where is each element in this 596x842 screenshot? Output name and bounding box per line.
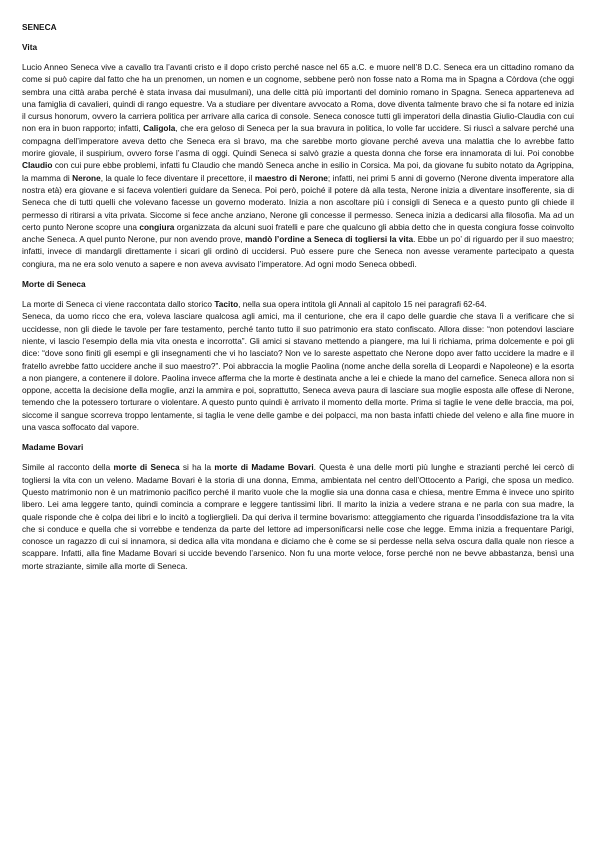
bold-text: Claudio <box>22 160 53 171</box>
bold-text: maestro di Nerone <box>254 172 328 183</box>
text-run: . Ebbe un po’ di riguardo per il suo maestro; infatti, invece di mandargli direttamente i sicari gli ordinò di uccidersi. Può essere pure che Seneca non avesse veramente partecipato a questa congiura, ma ne era solo venuto a sapere e non aveva avvisato l’imperatore. Ad ogni modo Seneca obbedì. <box>22 234 574 269</box>
bold-text: morte di Seneca <box>113 462 180 473</box>
section-heading-vita: Vita <box>22 42 38 52</box>
paragraph <box>22 461 574 572</box>
section-heading-morte-di-seneca: Morte di Seneca <box>22 279 86 290</box>
text-run: , che era geloso di Seneca per la sua bravura in politica, lo volle far uccidere. Si riuscì a salvare perché una compagna dell’imperatore aveva detto che Seneca era sì bravo, ma che sarebbe morto giovane perché aveva una malattia che lo avrebbe fatto morire giovale, il suspirium, ovvero forse l’asma di oggi. Quindi Seneca si salvò grazie a questa donna che forse era innamorata di lui. Poi conobbe <box>22 123 574 159</box>
document-title: SENECA <box>22 22 57 32</box>
text-run: si ha la <box>179 462 215 473</box>
text-run: organizzata da alcuni suoi fratelli e pare che qualcuno gli abbia detto che in questa congiura fosse coinvolto anche Seneca. A quel punto Nerone, pur non avendo prove, <box>22 221 574 245</box>
section-vita <box>22 41 574 270</box>
text-run: ; infatti, nei primi 5 anni di governo (Nerone diventa imperatore alla nostra età) era giovane e si faceva volentieri guidare da Seneca. Poi però, poiché il potere dà alla testa, Nerone inizia a diventare insofferente, sia di Seneca che di tutti quelli che volevano facesse un governo moderato. Inizia a non ascoltare più i consigli di Seneca e a questo punto gli chiede il permesso di ritirarsi a vita privata. Siccome si fece anche anziano, Nerone gli concesse il permesso. Seneca inizia a dedicarsi alla filosofia. Ma ad un certo punto Nerone scopre una <box>22 172 574 232</box>
paragraph <box>22 298 574 310</box>
section-morte-di-seneca <box>22 278 574 433</box>
text-run: La morte di Seneca ci viene raccontata dallo storico <box>22 299 215 310</box>
section-heading-madame-bovari: Madame Bovari <box>22 442 84 453</box>
bold-text: congiura <box>139 221 175 232</box>
bold-text: Caligola <box>143 123 176 134</box>
section-madame-bovari <box>22 441 574 572</box>
bold-text: Nerone <box>72 172 101 183</box>
paragraph <box>22 61 574 270</box>
text-run: Simile al racconto della <box>22 462 114 473</box>
bold-text: mandò l’ordine a Seneca di togliersi la vita <box>245 234 414 245</box>
bold-text: Tacito <box>214 299 239 310</box>
text-run: con cui pure ebbe problemi, infatti fu Claudio che mandò Seneca anche in esilio in Corsica. Ma poi, da giovane fu subito notato da Agrippina, la mamma di <box>22 160 574 183</box>
text-run: , nella sua opera intitola gli Annali al capitolo 15 nei paragrafi 62-64. <box>238 299 487 310</box>
text-run: Seneca, da uomo ricco che era, voleva lasciare qualcosa agli amici, ma il centurione, che era il capo delle guardie che stava lì a verificare che si uccidesse, non gli diede le tavole per fare testamento, perché tanto tutto il suo patrimonio era stato confiscato. Allora disse: “non potendovi lasciare niente, vi lascio l’esempio della mia vita onesta e incorrotta”. Gli amici si stavano mettendo a piangere, ma lui li richiama, prima dolcemente e poi gli dice: “dove sono finiti gli esempi e gli insegnamenti che vi ho lasciato? Non ve lo sareste aspettato che Nerone dopo aver fatto uccidere la madre e il fratello avrebbe fatto uccidere anche il suo maestro?”. Poi abbraccia la moglie Paolina (nome anche della sorella di Leopardi e Napoleone) e la esorta a non piangere, a contenere il dolore. Paolina invece afferma che la morte è destinata anche a lei e chiede la mano del carnefice. Seneca allora non si oppone, accetta la decisione della moglie, anzi la ammira e poi, soprattutto, Seneca aveva paura di lasciare sua moglie esposta alle offese di Nerone, temendo che la potessero torturare o violentare. A questo punto quindi è arrivato il momento della morte. Prima si taglie le vene delle braccia, ma poi, siccome il sangue scorreva troppo lentamente, si taglia le vene delle gambe e dei polpacci, ma non basta infatti chiede del veleno e alla fine muore in una vasca soffocato dal vapore. <box>22 311 574 433</box>
text-run: Lucio Anneo Seneca vive a cavallo tra l’avanti cristo e il dopo cristo perché nasce nel 65 a.C. e muore nell’8 D.C. Seneca era un cittadino romano da come si può capire dal fatto che ha un prenomen, un nomen e un cognome, sebbene però non fosse nato a Roma ma in Spagna a Còrdova (che oggi sembra una città araba perché è stata invasa dai musulmani), una delle città più importanti del dominio romano in Spagna. Seneca apparteneva ad una famiglia di cavalieri, quindi di rango equestre. Va a studiare per diventare avvocato a Roma, dove diventa talmente bravo che si fa notare ed inizia il cursus honorum, ovvero la carriera politica per arrivare alla carica di console. Seneca conosce tutti gli imperatori della dinastia Giulio-Claudia con cui non era in buon rapporto; infatti, <box>22 62 574 134</box>
paragraph <box>22 310 574 433</box>
bold-text: morte di Madame Bovari <box>214 462 314 473</box>
text-run: . Questa è una delle morti più lunghe e strazianti perché lei cercò di togliersi la vita con un veleno. Madame Bovari è la storia di una donna, Emma, ambientata nel centro dell’Ottocento a Parigi, che sposa un medico. Questo matrimonio non è un matrimonio pacifico perché il marito vuole che la moglie sia una donna casa e chiesa, mentre Emma è invece uno spirito libero. Lei ama leggere tanto, quindi comincia a comprare e leggere tantissimi libri. Il marito la inizia a vedere strana e ne parla con sua madre, la quale risponde che è colpa dei libri e lo incitò a toglierglieli. Da qui deriva il termine bovarismo: atteggiamento che riguarda l’insoddisfazione tra la vita che si conduce e quella che si vorrebbe e tendenza da parte del lettore ad impersonificarsi nelle cose che legge. Emma inizia a frequentare Parigi, conosce un ragazzo di cui si innamora, si dedica alla vita mondana e diciamo che è come se si perdesse nella selva oscura dalla quale non riesce a scappare. Infatti, alla fine Madame Bovari si uccide bevendo l’arsenico. Non fu una morte veloce, forse perché non ne bevve abbastanza, bensì una morte straziante, simile alla morte di Seneca. <box>22 462 574 571</box>
text-run: , la quale lo fece diventare il precettore, il <box>100 172 255 183</box>
